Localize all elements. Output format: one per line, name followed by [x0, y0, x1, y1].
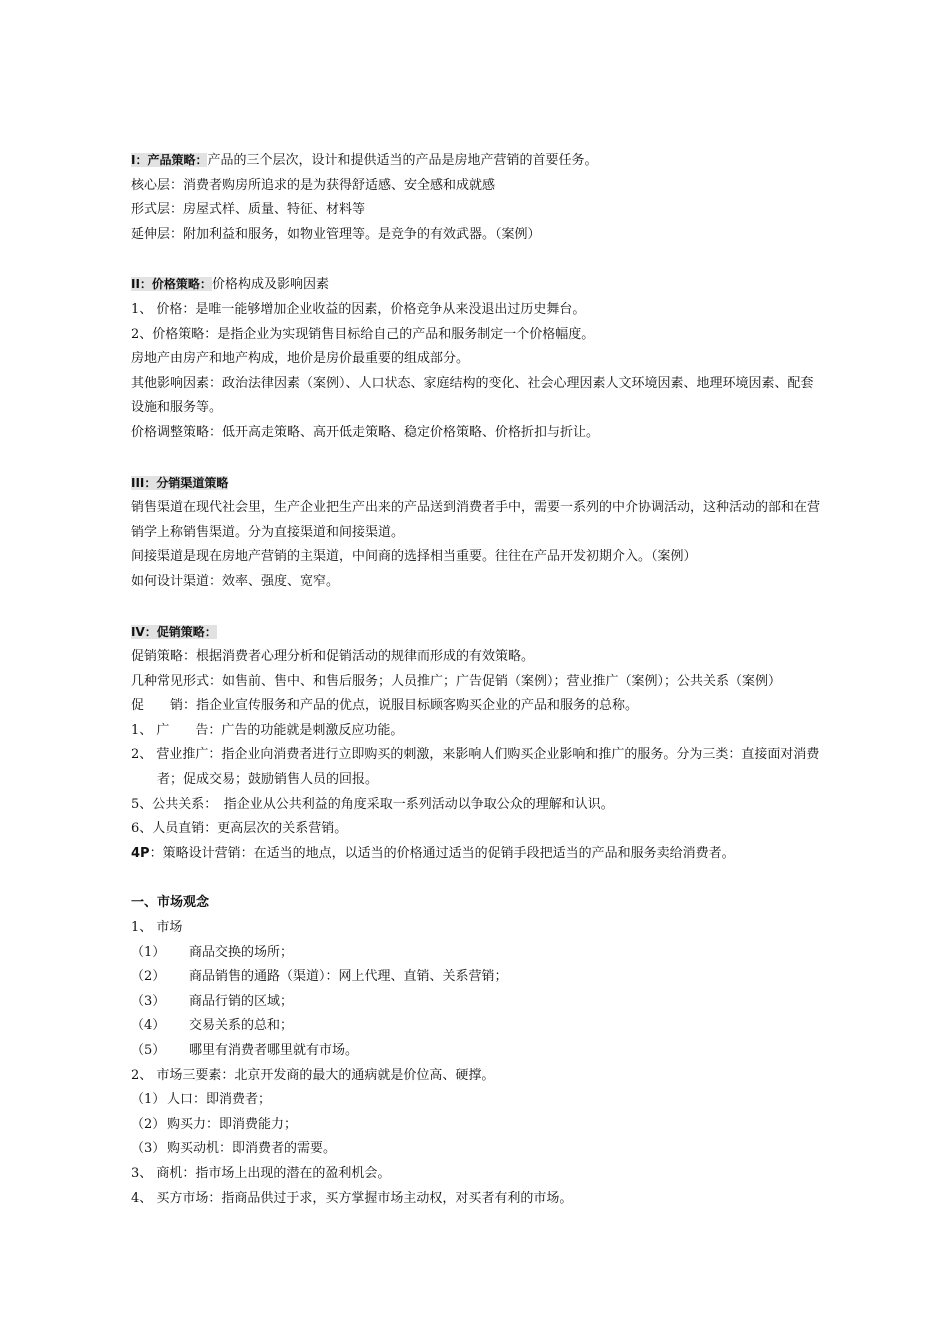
paragraph-line: 3、 商机：指市场上出现的潜在的盈利机会。	[131, 1165, 391, 1181]
paragraph-line: 几种常见形式：如售前、售中、和售后服务；人员推广；广告促销（案例）；营业推广（案例）；公共关系（案例）	[131, 673, 782, 689]
paragraph-line: 促 销：指企业宣传服务和产品的优点，说服目标顾客购买企业的产品和服务的总称。	[131, 698, 639, 714]
paragraph-line: 核心层：消费者购房所追求的是为获得舒适感、安全感和成就感	[131, 177, 496, 193]
section-heading: II：价格策略：	[131, 277, 212, 292]
paragraph-line: 形式层：房屋式样、质量、特征、材料等	[131, 202, 366, 218]
section-promotion-strategy	[131, 620, 821, 646]
paragraph-line: 6、人员直销：更高层次的关系营销。	[131, 821, 348, 837]
paragraph-line: 促销策略：根据消费者心理分析和促销活动的规律而形成的有效策略。	[131, 649, 535, 665]
paragraph-line: 房地产由房产和地产构成，地价是房价最重要的组成部分。	[131, 351, 470, 367]
paragraph-line: 2、 营业推广：指企业向消费者进行立即购买的刺激，来影响人们购买企业影响和推广的服务。分为三类：直接面对消费者；促成交易；鼓励销售人员的回报。	[131, 747, 820, 788]
document-body	[131, 148, 821, 1211]
paragraph-line: 2、价格策略：是指企业为实现销售目标给自己的产品和服务制定一个价格幅度。	[131, 326, 595, 342]
section-channel-strategy	[131, 471, 821, 497]
section-heading: III：分销渠道策略	[131, 475, 229, 490]
section-heading: IV：促销策略：	[131, 624, 217, 639]
list-item: （1） 商品交换的场所；	[131, 944, 294, 960]
list-item: （4） 交易关系的总和；	[131, 1018, 294, 1034]
paragraph-line: 2、 市场三要素：北京开发商的最大的通病就是价位高、硬撑。	[131, 1067, 495, 1083]
paragraph-line: 其他影响因素：政治法律因素（案例）、人口状态、家庭结构的变化、社会心理因素人文环境因素、地理环境因素、配套设施和服务等。	[131, 375, 814, 416]
section-price-strategy	[131, 272, 821, 298]
section-heading: I：产品策略：	[131, 153, 208, 167]
paragraph-line: 价格调整策略：低开高走策略、高开低走策略、稳定价格策略、价格折扣与折让。	[131, 424, 600, 440]
summary-text: ：策略设计营销：在适当的地点，以适当的价格通过适当的促销手段把适当的产品和服务卖给消费者。	[149, 845, 735, 861]
list-item: （2） 购买力：即消费能力；	[131, 1116, 298, 1132]
section-intro: 价格构成及影响因素	[211, 277, 329, 293]
paragraph-line: 如何设计渠道：效率、强度、宽窄。	[131, 573, 340, 589]
list-item: （1） 人口：即消费者；	[131, 1092, 272, 1108]
list-item: （2） 商品销售的通路（渠道）：网上代理、直销、关系营销；	[131, 969, 508, 985]
section-intro: 产品的三个层次，设计和提供适当的产品是房地产营销的首要任务。	[207, 153, 598, 168]
summary-4p	[131, 842, 821, 867]
list-item: （5） 哪里有消费者哪里就有市场。	[131, 1043, 359, 1058]
section-market-concept: 一、市场观念	[131, 895, 210, 911]
paragraph-line: 4、 买方市场：指商品供过于求，买方掌握市场主动权，对买者有利的市场。	[131, 1190, 573, 1206]
paragraph-line: 1、 广 告：广告的功能就是刺激反应功能。	[131, 722, 404, 738]
summary-label: 4P	[131, 845, 150, 861]
paragraph-line: 1、 价格：是唯一能够增加企业收益的因素，价格竞争从来没退出过历史舞台。	[131, 301, 586, 317]
section-product-strategy	[131, 148, 821, 174]
paragraph-line: 1、 市场	[131, 920, 183, 936]
list-item: （3） 商品行销的区域；	[131, 993, 294, 1009]
paragraph-line: 延伸层：附加利益和服务，如物业管理等。是竞争的有效武器。（案例）	[131, 226, 541, 242]
paragraph-line: 5、公共关系： 指企业从公共利益的角度采取一系列活动以争取公众的理解和认识。	[131, 796, 614, 812]
list-item: （3） 购买动机：即消费者的需要。	[131, 1141, 337, 1157]
paragraph-line: 销售渠道在现代社会里，生产企业把生产出来的产品送到消费者手中，需要一系列的中介协调活动，这种活动的部和在营销学上称销售渠道。分为直接渠道和间接渠道。	[131, 500, 821, 540]
paragraph-line: 间接渠道是现在房地产营销的主渠道，中间商的选择相当重要。往往在产品开发初期介入。（案例）	[131, 549, 697, 565]
